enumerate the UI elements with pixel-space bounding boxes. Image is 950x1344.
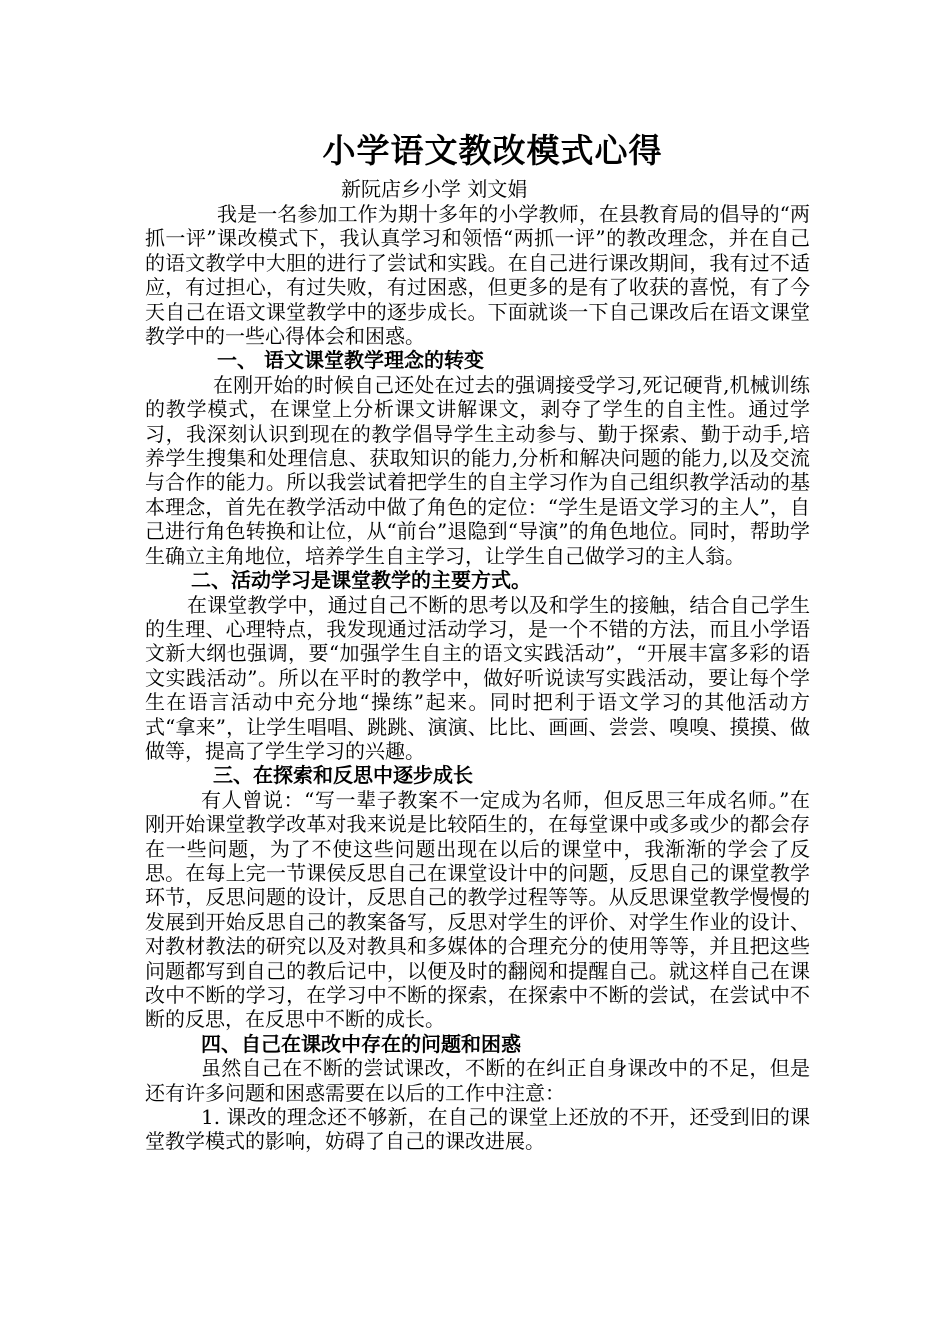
intro-paragraph: 我是一名参加工作为期十多年的小学教师，在县教育局的倡导的“两抓一评”课改模式下，我认真学习和领悟“两抓一评”的教改理念，并在自己的语文教学中大胆的进行了尝试和实践。在自己进行课改期间，我有过不适应，有过担心，有过失败，有过困惑，但更多的是有了收获的喜悦，有了今天自己在语文课堂教学中的逐步成长。下面就谈一下自己课改后在语文课堂教学中的一些心得体会和困惑。 bbox=[145, 202, 810, 349]
section-1-paragraph: 在刚开始的时候自己还处在过去的强调接受学习,死记硬背,机械训练的教学模式，在课堂上分析课文讲解课文，剥夺了学生的自主性。通过学习，我深刻认识到现在的教学倡导学生主动参与、勤于探索、勤于动手,培养学生搜集和处理信息、获取知识的能力,分析和解决问题的能力,以及交流与合作的能力。所以我尝试着把学生的自主学习作为自己组织教学活动的基本理念，首先在教学活动中做了角色的定位：“学生是语文学习的主人”，自己进行角色转换和让位，从“前台”退隐到“导演”的角色地位。同时，帮助学生确立主角地位，培养学生自主学习，让学生自己做学习的主人翁。 bbox=[145, 372, 810, 568]
author-line: 新阮店乡小学 刘文娟 bbox=[341, 177, 528, 201]
document-title: 小学语文教改模式心得 bbox=[322, 131, 663, 170]
section-2-heading: 二、活动学习是课堂教学的主要方式。 bbox=[191, 568, 531, 593]
section-3-heading: 三、在探索和反思中逐步成长 bbox=[213, 763, 473, 788]
list-item-1: 1. 课改的理念还不够新，在自己的课堂上还放的不开，还受到旧的课堂教学模式的影响，妨碍了自己的课改进展。 bbox=[145, 1105, 810, 1154]
section-3-paragraph: 有人曾说：“写一辈子教案不一定成为名师，但反思三年成名师。”在刚开始课堂教学改革对我来说是比较陌生的，在每堂课中或多或少的都会存在一些问题，为了不使这些问题出现在以后的课堂中，我渐渐的学会了反思。在每上完一节课侯反思自己在课堂设计中的问题，反思自己的课堂教学环节，反思问题的设计，反思自己的教学过程等等。从反思课堂教学慢慢的发展到开始反思自己的教案备写，反思对学生的评价、对学生作业的设计、对教材教法的研究以及对教具和多媒体的合理充分的使用等等，并且把这些问题都写到自己的教后记中，以便及时的翻阅和提醒自己。就这样自己在课改中不断的学习，在学习中不断的探索，在探索中不断的尝试，在尝试中不断的反思，在反思中不断的成长。 bbox=[145, 787, 810, 1032]
section-1-heading: 一、 语文课堂教学理念的转变 bbox=[217, 348, 484, 373]
section-4-heading: 四、自己在课改中存在的问题和困惑 bbox=[201, 1031, 521, 1056]
section-4-paragraph: 虽然自己在不断的尝试课改，不断的在纠正自身课改中的不足，但是还有许多问题和困惑需要在以后的工作中注意： bbox=[145, 1056, 810, 1105]
document-page bbox=[145, 126, 810, 1154]
section-2-paragraph: 在课堂教学中，通过自己不断的思考以及和学生的接触，结合自己学生的生理、心理特点，我发现通过活动学习，是一个不错的方法，而且小学语文新大纲也强调，要“加强学生自主的语文实践活动”，“开展丰富多彩的语文实践活动”。所以在平时的教学中，做好听说读写实践活动，要让每个学生在语言活动中充分地“操练”起来。同时把利于语文学习的其他活动方式“拿来”，让学生唱唱、跳跳、演演、比比、画画、尝尝、嗅嗅、摸摸、做做等，提高了学生学习的兴趣。 bbox=[145, 592, 810, 763]
